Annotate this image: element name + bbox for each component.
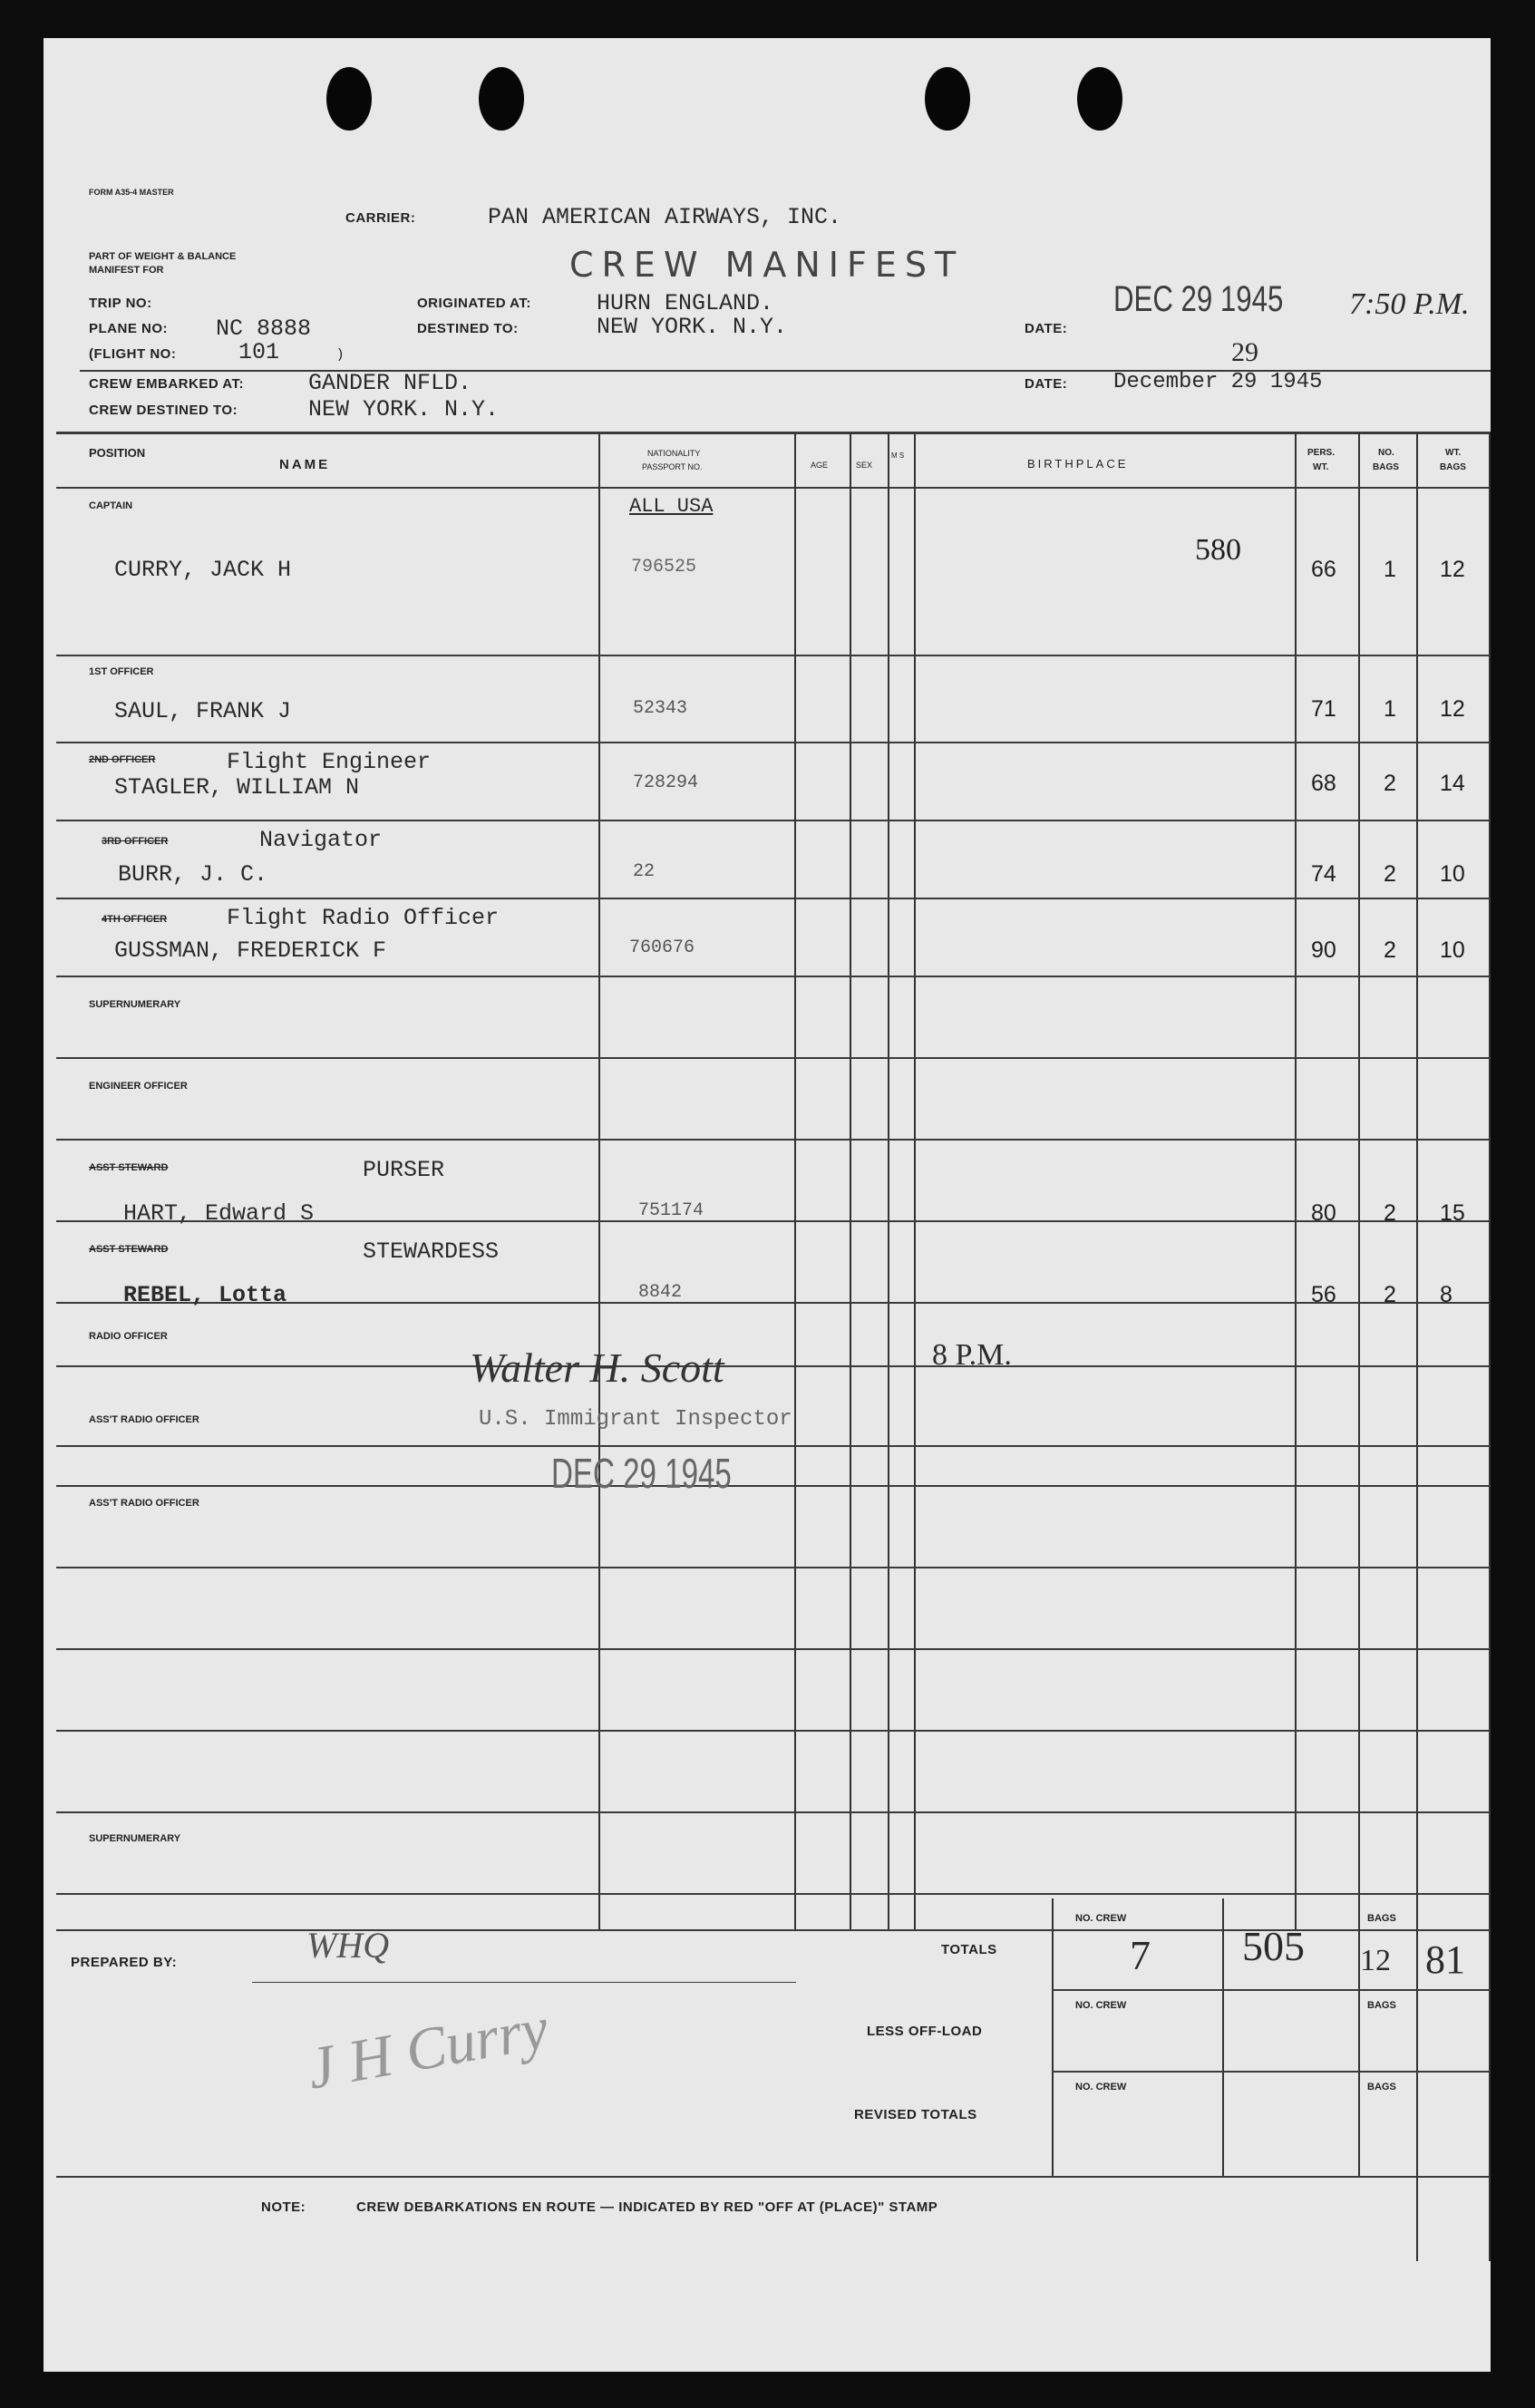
less-offload-label: LESS OFF-LOAD (867, 2024, 983, 2039)
section-supernumerary-2: SUPERNUMERARY (89, 1833, 181, 1844)
col-wt-bags: WT. (1445, 448, 1462, 458)
crew-pers-wt: 68 (1311, 771, 1336, 796)
carrier-label: CARRIER: (345, 210, 416, 226)
embarked-label: CREW EMBARKED AT: (89, 376, 244, 392)
trip-label: TRIP NO: (89, 296, 152, 311)
crew-passport: 52343 (633, 698, 688, 719)
totals-box-line (1358, 1898, 1360, 2178)
table-top-rule (56, 432, 1491, 434)
crew-name: CURRY, JACK H (114, 557, 292, 583)
col-line (1489, 433, 1491, 2261)
header-bottom-rule (56, 487, 1491, 489)
carrier-value: PAN AMERICAN AIRWAYS, INC. (488, 204, 842, 230)
col-ms: M S (891, 452, 905, 460)
section-engineer-officer: ENGINEER OFFICER (89, 1081, 188, 1092)
bags-label: BAGS (1367, 2000, 1396, 2011)
row-rule (56, 1139, 1491, 1141)
col-line (1416, 433, 1418, 2261)
punch-hole (479, 67, 524, 131)
plane-value: NC 8888 (216, 316, 312, 342)
row-rule (56, 1445, 1491, 1447)
position-type: STEWARDESS (363, 1238, 500, 1265)
bags-label: BAGS (1367, 2082, 1396, 2092)
manifest-sheet (44, 38, 1491, 2372)
crew-pers-wt: 80 (1311, 1200, 1336, 1226)
inspector-stamp: DEC 29 1945 (551, 1450, 732, 1497)
col-line (914, 433, 916, 1929)
row-rule (56, 1485, 1491, 1487)
no-crew-label: NO. CREW (1075, 2000, 1127, 2011)
totals-box-line (1052, 1898, 1054, 2178)
crew-wt-bags: 14 (1440, 771, 1465, 796)
crew-passport: 8842 (638, 1282, 683, 1303)
col-line (1295, 433, 1297, 1929)
col-name: NAME (279, 457, 331, 472)
row-rule (56, 1811, 1491, 1813)
crew-destined-value: NEW YORK. N.Y. (308, 396, 500, 422)
col-line (850, 433, 851, 1929)
crew-bags: 2 (1384, 1282, 1396, 1307)
plane-label: PLANE NO: (89, 321, 168, 336)
row-rule (56, 820, 1491, 821)
totals-label: TOTALS (941, 1942, 997, 1957)
punch-hole (326, 67, 372, 131)
note-label: NOTE: (261, 2199, 306, 2215)
destined-value: NEW YORK. N.Y. (597, 314, 788, 340)
col-birthplace: BIRTHPLACE (1027, 457, 1129, 471)
crew-name: REBEL, Lotta (123, 1282, 287, 1308)
crew-bags: 1 (1384, 696, 1396, 722)
crew-pers-wt: 56 (1311, 1282, 1336, 1307)
col-nationality: NATIONALITY (647, 449, 701, 458)
crew-passport: 760676 (629, 937, 695, 958)
position-type: PURSER (363, 1157, 445, 1183)
crew-bags: 1 (1384, 557, 1396, 582)
crew-passport: 728294 (633, 772, 699, 793)
crew-name: STAGLER, WILLIAM N (114, 774, 360, 801)
row-rule (56, 1893, 1491, 1895)
originated-label: ORIGINATED AT: (417, 296, 531, 311)
position-1st-officer: 1ST OFFICER (89, 666, 154, 677)
col-wt-bags-2: BAGS (1440, 462, 1466, 472)
col-age: AGE (811, 461, 829, 470)
crew-pers-wt: 71 (1311, 696, 1336, 722)
crew-bags: 2 (1384, 937, 1396, 963)
position-asst-steward: ASST STEWARD (89, 1244, 169, 1255)
row-rule (56, 898, 1491, 899)
position-asst-steward: ASST STEWARD (89, 1162, 169, 1173)
col-bags: NO. (1378, 448, 1394, 458)
form-id: FORM A35-4 MASTER (89, 188, 174, 197)
crew-bags: 2 (1384, 861, 1396, 887)
prepared-by-label: PREPARED BY: (71, 1955, 178, 1970)
crew-destined-label: CREW DESTINED TO: (89, 403, 238, 418)
col-passport: PASSPORT NO. (642, 462, 703, 471)
prepared-by-line (252, 1982, 796, 1983)
section-asst-radio-officer-2: ASS'T RADIO OFFICER (89, 1498, 199, 1509)
flight-close-paren: ) (338, 346, 343, 362)
date-label: DATE: (1025, 321, 1068, 336)
row-rule (56, 1365, 1491, 1367)
destined-label: DESTINED TO: (417, 321, 519, 336)
prepared-signature: J H Curry (302, 1995, 553, 2102)
total-wt-bags: 81 (1425, 1937, 1465, 1982)
flight-value: 101 (238, 339, 280, 365)
no-crew-label: NO. CREW (1075, 1913, 1127, 1924)
crew-name: GUSSMAN, FREDERICK F (114, 937, 387, 964)
date-handwritten-time: 7:50 P.M. (1349, 287, 1470, 321)
col-sex: SEX (856, 461, 873, 470)
birthplace-note: 580 (1195, 533, 1241, 567)
crew-name: HART, Edward S (123, 1200, 315, 1227)
inspector-time: 8 P.M. (932, 1338, 1012, 1372)
note-text: CREW DEBARKATIONS EN ROUTE — INDICATED BY RED "OFF AT (PLACE)" STAMP (356, 2199, 938, 2215)
punch-hole (925, 67, 970, 131)
section-asst-radio-officer: ASS'T RADIO OFFICER (89, 1414, 199, 1425)
prepared-initials: WHQ (306, 1925, 390, 1966)
total-bags: 12 (1360, 1944, 1391, 1977)
crew-wt-bags: 10 (1440, 937, 1465, 963)
flight-label: (FLIGHT NO: (89, 346, 177, 362)
position-captain: CAPTAIN (89, 500, 133, 511)
date2-correction: 29 (1231, 337, 1258, 367)
manifest-for-label: MANIFEST FOR (89, 265, 164, 276)
col-line (1358, 433, 1360, 1929)
position-type: Flight Radio Officer (227, 905, 500, 931)
crew-pers-wt: 74 (1311, 861, 1336, 887)
inspector-title: U.S. Immigrant Inspector (479, 1407, 792, 1432)
punch-hole (1077, 67, 1122, 131)
col-line (794, 433, 796, 1929)
col-bags-2: BAGS (1373, 462, 1399, 472)
row-rule (56, 1648, 1491, 1650)
crew-name: SAUL, FRANK J (114, 698, 292, 724)
col-line (888, 433, 889, 1929)
col-pers-wt: WT. (1313, 462, 1329, 472)
revised-totals-label: REVISED TOTALS (854, 2107, 977, 2122)
position-2nd-officer: 2ND OFFICER (89, 754, 156, 765)
no-crew-label: NO. CREW (1075, 2082, 1127, 2092)
crew-pers-wt: 66 (1311, 557, 1336, 582)
page-title: CREW MANIFEST (569, 245, 965, 285)
date2-value: December 29 1945 (1113, 370, 1323, 394)
row-rule (56, 976, 1491, 977)
position-3rd-officer: 3RD OFFICER (102, 836, 169, 847)
row-rule (56, 742, 1491, 743)
row-rule (56, 1730, 1491, 1732)
crew-wt-bags: 10 (1440, 861, 1465, 887)
part-of-label: PART OF WEIGHT & BALANCE (89, 251, 237, 262)
nationality-all-usa: ALL USA (629, 495, 714, 518)
position-type: Flight Engineer (227, 749, 432, 775)
date2-label: DATE: (1025, 376, 1068, 392)
section-supernumerary: SUPERNUMERARY (89, 999, 181, 1010)
crew-wt-bags: 15 (1440, 1200, 1465, 1226)
crew-passport: 796525 (631, 557, 697, 578)
col-line (598, 433, 600, 1929)
crew-wt-bags: 12 (1440, 696, 1465, 722)
crew-name: BURR, J. C. (118, 861, 268, 888)
bags-label: BAGS (1367, 1913, 1396, 1924)
crew-passport: 751174 (638, 1200, 704, 1221)
totals-rule (56, 2176, 1491, 2178)
total-weight: 505 (1242, 1923, 1305, 1969)
totals-box-line (1222, 1898, 1224, 2178)
crew-passport: 22 (633, 861, 656, 882)
col-position: POSITION (89, 446, 146, 460)
crew-wt-bags: 12 (1440, 557, 1465, 582)
row-rule (56, 1567, 1491, 1568)
originated-value: HURN ENGLAND. (597, 290, 774, 316)
totals-rule (1052, 1989, 1491, 1991)
crew-bags: 2 (1384, 771, 1396, 796)
total-crew: 7 (1130, 1932, 1151, 1978)
totals-rule (1052, 2071, 1491, 2073)
inspector-signature: Walter H. Scott (470, 1345, 724, 1391)
row-rule (56, 655, 1491, 656)
embarked-value: GANDER NFLD. (308, 370, 472, 396)
crew-bags: 2 (1384, 1200, 1396, 1226)
row-rule (56, 1057, 1491, 1059)
crew-wt-bags: 8 (1440, 1282, 1452, 1307)
col-pers: PERS. (1307, 448, 1336, 458)
position-type: Navigator (259, 827, 383, 853)
date-stamp: DEC 29 1945 (1113, 279, 1284, 319)
crew-pers-wt: 90 (1311, 937, 1336, 963)
section-radio-officer: RADIO OFFICER (89, 1331, 168, 1342)
position-4th-officer: 4TH OFFICER (102, 914, 168, 925)
